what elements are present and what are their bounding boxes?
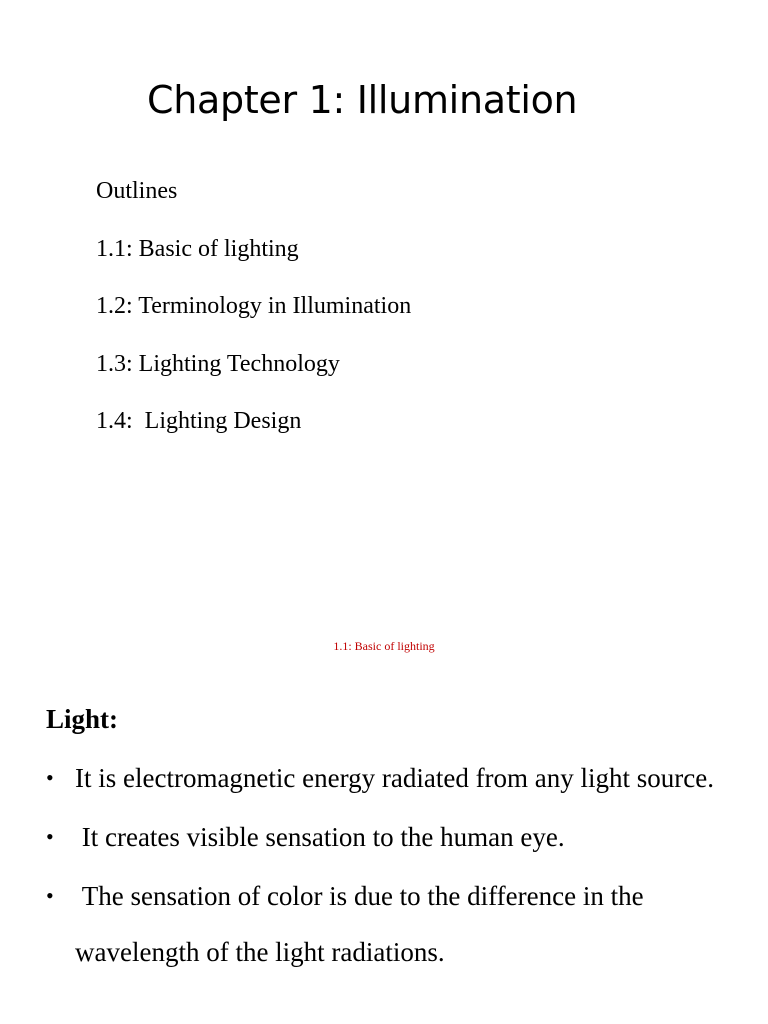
bullet-item: [46, 809, 746, 865]
bullet-item: [46, 750, 746, 806]
outline-heading: Outlines: [96, 178, 178, 204]
bullet-dot-icon: •: [46, 765, 54, 790]
bullet-text: It is electromagnetic energy radiated from any light source.: [75, 763, 715, 793]
bullet-text: It creates visible sensation to the human eye.: [75, 822, 565, 852]
section-heading: Light:: [46, 704, 119, 734]
bullet-list: [46, 750, 746, 983]
outline-list: [96, 172, 411, 460]
bullet-item: [46, 868, 746, 980]
chapter-title: Chapter 1: Illumination: [147, 78, 578, 122]
outline-item-1-3: 1.3: Lighting Technology: [96, 350, 340, 377]
outline-item-1-4: 1.4: Lighting Design: [96, 408, 302, 434]
outline-item-1-1: 1.1: Basic of lighting: [96, 235, 299, 262]
section-marker: 1.1: Basic of lighting: [333, 639, 435, 653]
bullet-dot-icon: •: [46, 883, 54, 908]
bullet-dot-icon: •: [46, 824, 54, 849]
bullet-text: The sensation of color is due to the difference in the wavelength of the light radiations.: [75, 881, 651, 967]
outline-item-1-2: 1.2: Terminology in Illumination: [96, 293, 412, 319]
